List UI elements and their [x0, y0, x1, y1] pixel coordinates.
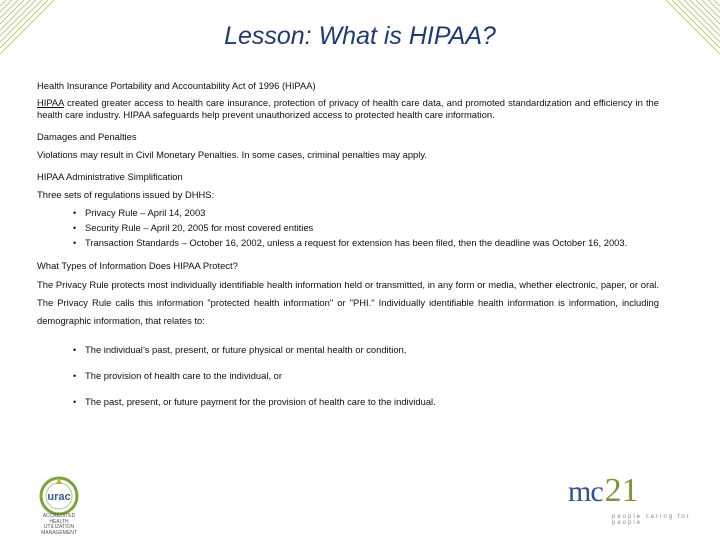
protect-body: The Privacy Rule protects most individually identifiable health information held or transmitted, in any form or media, whether electronic, paper, or oral. The Privacy Rule calls this information "protected health information" or "PHI." Individually identifiable health information is information, including demographic information, that relates to:: [37, 279, 659, 326]
regulations-list: [37, 207, 659, 252]
protect-heading: What Types of Information Does HIPAA Protect?: [37, 260, 238, 271]
penalties-heading: Damages and Penalties: [37, 131, 137, 142]
intro-paragraph: [37, 97, 659, 121]
intro-heading: Health Insurance Portability and Accountability Act of 1996 (HIPAA): [37, 80, 316, 91]
mc21-logo-number: 21: [604, 472, 639, 509]
phi-list: [37, 344, 659, 422]
mc21-logo-mc: mc: [568, 475, 603, 508]
lesson-content: [37, 80, 659, 422]
hipaa-link[interactable]: HIPAA: [37, 97, 64, 108]
list-item: • Privacy Rule – April 14, 2003: [37, 207, 659, 222]
penalties-body: Violations may result in Civil Monetary Penalties. In some cases, criminal penalties may apply.: [37, 149, 427, 160]
urac-caption: ACCREDITED HEALTH UTILIZATION MANAGEMENT: [41, 513, 77, 536]
urac-logo-icon: [32, 476, 86, 516]
list-item: • Transaction Standards – October 16, 2002, unless a request for extension has been filed, then the deadline was October 16, 2003.: [37, 237, 659, 252]
intro-body: created greater access to health care insurance, protection of privacy of health care data, and promoted standardization and efficiency in the health care industry. HIPAA safeguards help prevent unauthorized access to protected health care information.: [37, 97, 659, 120]
mc21-logo: [568, 472, 639, 510]
list-item: • The individual’s past, present, or future physical or mental health or condition,: [37, 344, 659, 370]
urac-logo-text: urac: [47, 491, 71, 503]
list-item: • Security Rule – April 20, 2005 for most covered entities: [37, 222, 659, 237]
list-item: • The provision of health care to the individual, or: [37, 370, 659, 396]
list-item: • The past, present, or future payment for the provision of health care to the individual.: [37, 396, 659, 422]
tagline: people caring for people: [612, 514, 691, 526]
page-title: Lesson: What is HIPAA?: [224, 22, 496, 50]
admin-heading: HIPAA Administrative Simplification: [37, 171, 183, 182]
admin-intro: Three sets of regulations issued by DHHS:: [37, 189, 215, 200]
